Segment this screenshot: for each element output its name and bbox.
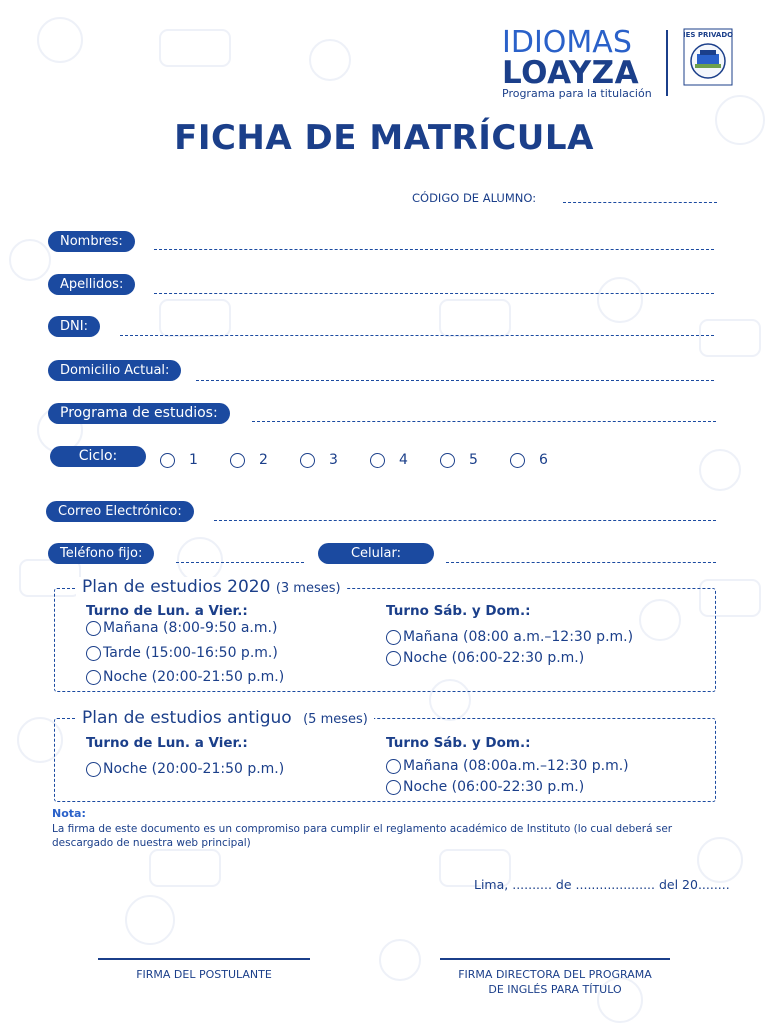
signature-line-directora[interactable] [440,958,670,960]
option-label: Noche (06:00-22:30 p.m.) [403,779,585,795]
option-label: Noche (20:00-21:50 p.m.) [103,669,285,685]
plan-2020-weekday-option-3[interactable] [86,669,284,685]
ciclo-option-6[interactable] [510,452,570,468]
radio-circle-icon[interactable] [386,651,401,666]
nombres-label: Nombres: [48,231,135,252]
radio-circle-icon[interactable] [86,621,101,636]
option-label: Mañana (08:00a.m.–12:30 p.m.) [403,758,629,774]
signature-label-directora-line2: DE INGLÉS PARA TÍTULO [488,983,622,996]
plan-2020-weekend-option-2[interactable] [386,650,584,666]
option-label: Tarde (15:00-16:50 p.m.) [103,645,278,661]
radio-circle-icon[interactable] [300,453,315,468]
option-label: Noche (06:00-22:30 p.m.) [403,650,585,666]
programa-field[interactable] [252,421,716,422]
ciclo-option-label: 3 [329,452,338,468]
ciclo-option-5[interactable] [440,452,510,468]
radio-circle-icon[interactable] [230,453,245,468]
codigo-alumno-label: CÓDIGO DE ALUMNO: [412,191,537,205]
telefono-label: Teléfono fijo: [48,543,154,564]
radio-circle-icon[interactable] [386,759,401,774]
correo-label: Correo Electrónico: [46,501,194,522]
dni-field[interactable] [120,335,714,336]
plan-2020-name: Plan de estudios 2020 [82,577,271,597]
apellidos-field[interactable] [154,293,714,294]
domicilio-field[interactable] [196,380,714,381]
nota-text: La firma de este documento es un compromiso para cumplir el reglamento académico de Instituto (lo cual deberá ser descargado de nuestra web principal) [52,823,673,849]
plan-antiguo-weekday-option-1[interactable] [86,761,284,777]
radio-circle-icon[interactable] [510,453,525,468]
plan-2020-duration: (3 meses) [275,581,341,596]
celular-label: Celular: [318,543,434,564]
radio-circle-icon[interactable] [86,762,101,777]
ciclo-option-1[interactable] [160,452,230,468]
plan-2020-weekday-option-2[interactable] [86,645,278,661]
radio-circle-icon[interactable] [370,453,385,468]
ciclo-label: Ciclo: [50,446,146,467]
ciclo-options [160,452,570,468]
codigo-alumno-field[interactable] [563,202,717,203]
ciclo-option-label: 1 [189,452,198,468]
nota-label: Nota: [52,807,86,820]
ciclo-option-label: 5 [469,452,478,468]
celular-field[interactable] [446,562,716,563]
plan-2020-weekend-option-1[interactable] [386,629,633,645]
radio-circle-icon[interactable] [160,453,175,468]
option-label: Mañana (8:00-9:50 a.m.) [103,620,278,636]
plan-antiguo-weekend-option-2[interactable] [386,779,584,795]
ciclo-option-4[interactable] [370,452,440,468]
ciclo-option-3[interactable] [300,452,370,468]
seal-label: IES PRIVADO [683,31,734,39]
nombres-field[interactable] [154,249,714,250]
ciclo-option-label: 4 [399,452,408,468]
programa-label: Programa de estudios: [48,403,230,424]
signature-label-directora [430,967,680,997]
radio-circle-icon[interactable] [386,780,401,795]
lima-date-line: Lima, .......... de .................... del 20........ [474,877,730,892]
ciclo-option-label: 6 [539,452,548,468]
signature-line-postulante[interactable] [98,958,310,960]
plan-antiguo-weekend-head: Turno Sáb. y Dom.: [386,735,531,751]
plan-2020-weekday-head: Turno de Lun. a Vier.: [86,603,248,619]
radio-circle-icon[interactable] [86,646,101,661]
plan-antiguo-duration: (5 meses) [303,712,368,727]
plan-antiguo-weekday-head: Turno de Lun. a Vier.: [86,735,248,751]
dni-label: DNI: [48,316,100,337]
ciclo-option-2[interactable] [230,452,300,468]
option-label: Mañana (08:00 a.m.–12:30 p.m.) [403,629,634,645]
domicilio-label: Domicilio Actual: [48,360,181,381]
plan-2020-weekday-option-1[interactable] [86,620,277,636]
logo-tagline: Programa para la titulación [502,87,652,100]
radio-circle-icon[interactable] [86,670,101,685]
page-title: FICHA DE MATRÍCULA [174,118,594,158]
logo-idiomas: IDIOMAS [502,25,632,60]
radio-circle-icon[interactable] [386,630,401,645]
plan-2020-weekend-head: Turno Sáb. y Dom.: [386,603,531,619]
ciclo-option-label: 2 [259,452,268,468]
signature-label-postulante: FIRMA DEL POSTULANTE [136,968,272,981]
plan-antiguo-name: Plan de estudios antiguo [82,708,292,728]
signature-label-directora-line1: FIRMA DIRECTORA DEL PROGRAMA [458,968,652,981]
option-label: Noche (20:00-21:50 p.m.) [103,761,285,777]
plan-antiguo-title [76,708,374,728]
correo-field[interactable] [214,520,716,521]
logo-divider [666,30,668,96]
radio-circle-icon[interactable] [440,453,455,468]
plan-2020-title [76,577,347,597]
apellidos-label: Apellidos: [48,274,135,295]
logo-loayza: LOAYZA [502,55,640,91]
plan-antiguo-weekend-option-1[interactable] [386,758,629,774]
telefono-field[interactable] [176,562,304,563]
